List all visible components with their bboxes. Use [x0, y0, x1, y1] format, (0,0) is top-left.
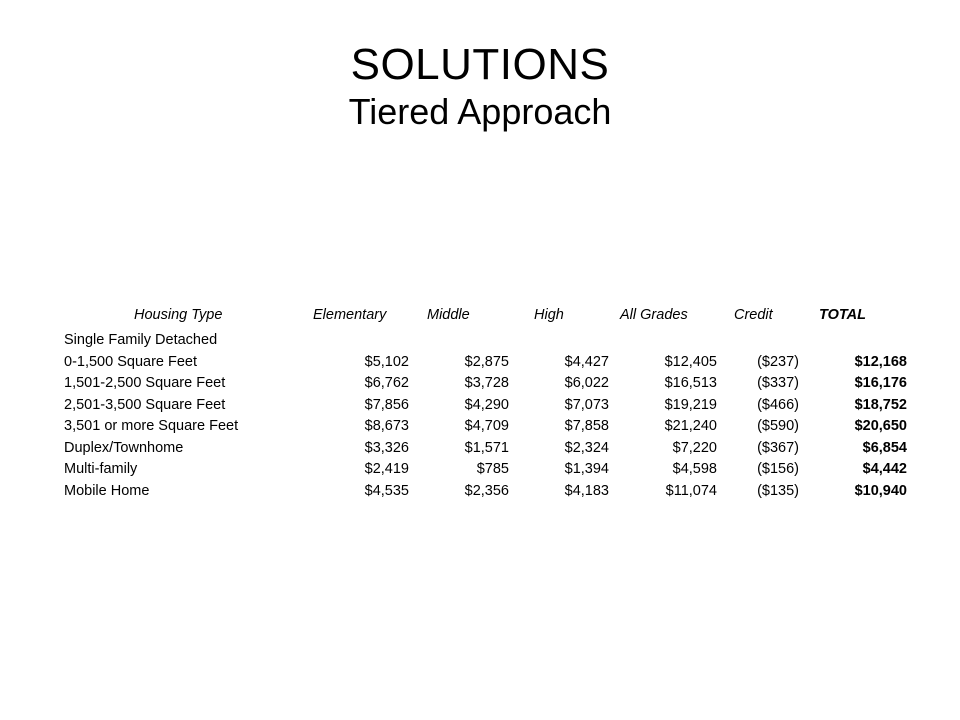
header-total: TOTAL — [819, 307, 866, 323]
cell-total: $18,752 — [854, 396, 907, 413]
cell-high: $4,427 — [564, 353, 609, 370]
header-all-grades: All Grades — [620, 307, 688, 323]
table-row — [64, 438, 907, 460]
cell-all-grades: $12,405 — [664, 353, 717, 370]
cell-high: $2,324 — [564, 439, 609, 456]
cell-all-grades: $11,074 — [665, 482, 717, 499]
header-row — [64, 300, 907, 330]
cell-high: $7,858 — [564, 418, 609, 434]
cell-high: $4,183 — [564, 482, 609, 499]
cell-total: $12,168 — [854, 353, 907, 370]
cell-elementary: $2,419 — [364, 461, 409, 477]
cell-total: $20,650 — [854, 418, 907, 434]
cell-middle: $2,356 — [464, 482, 509, 499]
group-label-single-family: Single Family Detached — [64, 332, 218, 348]
cell-credit: ($135) — [757, 482, 799, 499]
cell-all-grades: $19,219 — [664, 396, 717, 413]
title-block — [0, 38, 960, 132]
row-label: 2,501-3,500 Square Feet — [64, 396, 226, 413]
fee-table — [64, 300, 907, 502]
cell-middle: $2,875 — [464, 353, 509, 370]
cell-credit: ($466) — [757, 396, 799, 413]
row-label: Duplex/Townhome — [64, 439, 184, 456]
cell-elementary: $7,856 — [364, 396, 409, 413]
row-label: Multi-family — [64, 461, 138, 477]
cell-middle: $785 — [476, 461, 509, 477]
cell-middle: $4,290 — [464, 396, 509, 413]
header-housing-type: Housing Type — [134, 307, 223, 323]
cell-middle: $3,728 — [464, 375, 509, 391]
row-label: 1,501-2,500 Square Feet — [64, 375, 226, 391]
cell-total: $4,442 — [862, 461, 907, 477]
table-row — [64, 459, 907, 481]
header-credit: Credit — [734, 307, 773, 323]
row-label: Mobile Home — [64, 482, 150, 499]
cell-credit: ($156) — [757, 461, 799, 477]
row-label: 0-1,500 Square Feet — [64, 353, 198, 370]
row-label: 3,501 or more Square Feet — [64, 418, 239, 434]
cell-middle: $4,709 — [464, 418, 509, 434]
cell-high: $6,022 — [564, 375, 609, 391]
table-row — [64, 481, 907, 503]
cell-all-grades: $16,513 — [664, 375, 717, 391]
cell-elementary: $8,673 — [364, 418, 409, 434]
cell-elementary: $3,326 — [364, 439, 409, 456]
slide-subtitle: Tiered Approach — [348, 91, 612, 132]
slide-title: SOLUTIONS — [350, 40, 610, 89]
table-row — [64, 416, 907, 438]
cell-high: $1,394 — [564, 461, 609, 477]
cell-elementary: $6,762 — [364, 375, 409, 391]
table-row — [64, 373, 907, 395]
table-row — [64, 352, 907, 374]
cell-credit: ($237) — [757, 353, 799, 370]
cell-credit: ($367) — [757, 439, 799, 456]
cell-all-grades: $21,240 — [664, 418, 717, 434]
cell-high: $7,073 — [564, 396, 609, 413]
header-elementary: Elementary — [313, 307, 387, 323]
header-high: High — [534, 307, 564, 323]
table-row — [64, 395, 907, 417]
cell-total: $16,176 — [854, 375, 907, 391]
cell-total: $10,940 — [854, 482, 907, 499]
cell-all-grades: $7,220 — [672, 439, 717, 456]
cell-credit: ($590) — [757, 418, 799, 434]
cell-credit: ($337) — [757, 375, 799, 391]
cell-all-grades: $4,598 — [672, 461, 717, 477]
cell-elementary: $4,535 — [364, 482, 409, 499]
cell-middle: $1,571 — [464, 439, 509, 456]
cell-total: $6,854 — [862, 439, 907, 456]
cell-elementary: $5,102 — [364, 353, 409, 370]
group-row — [64, 330, 907, 352]
header-middle: Middle — [427, 307, 470, 323]
